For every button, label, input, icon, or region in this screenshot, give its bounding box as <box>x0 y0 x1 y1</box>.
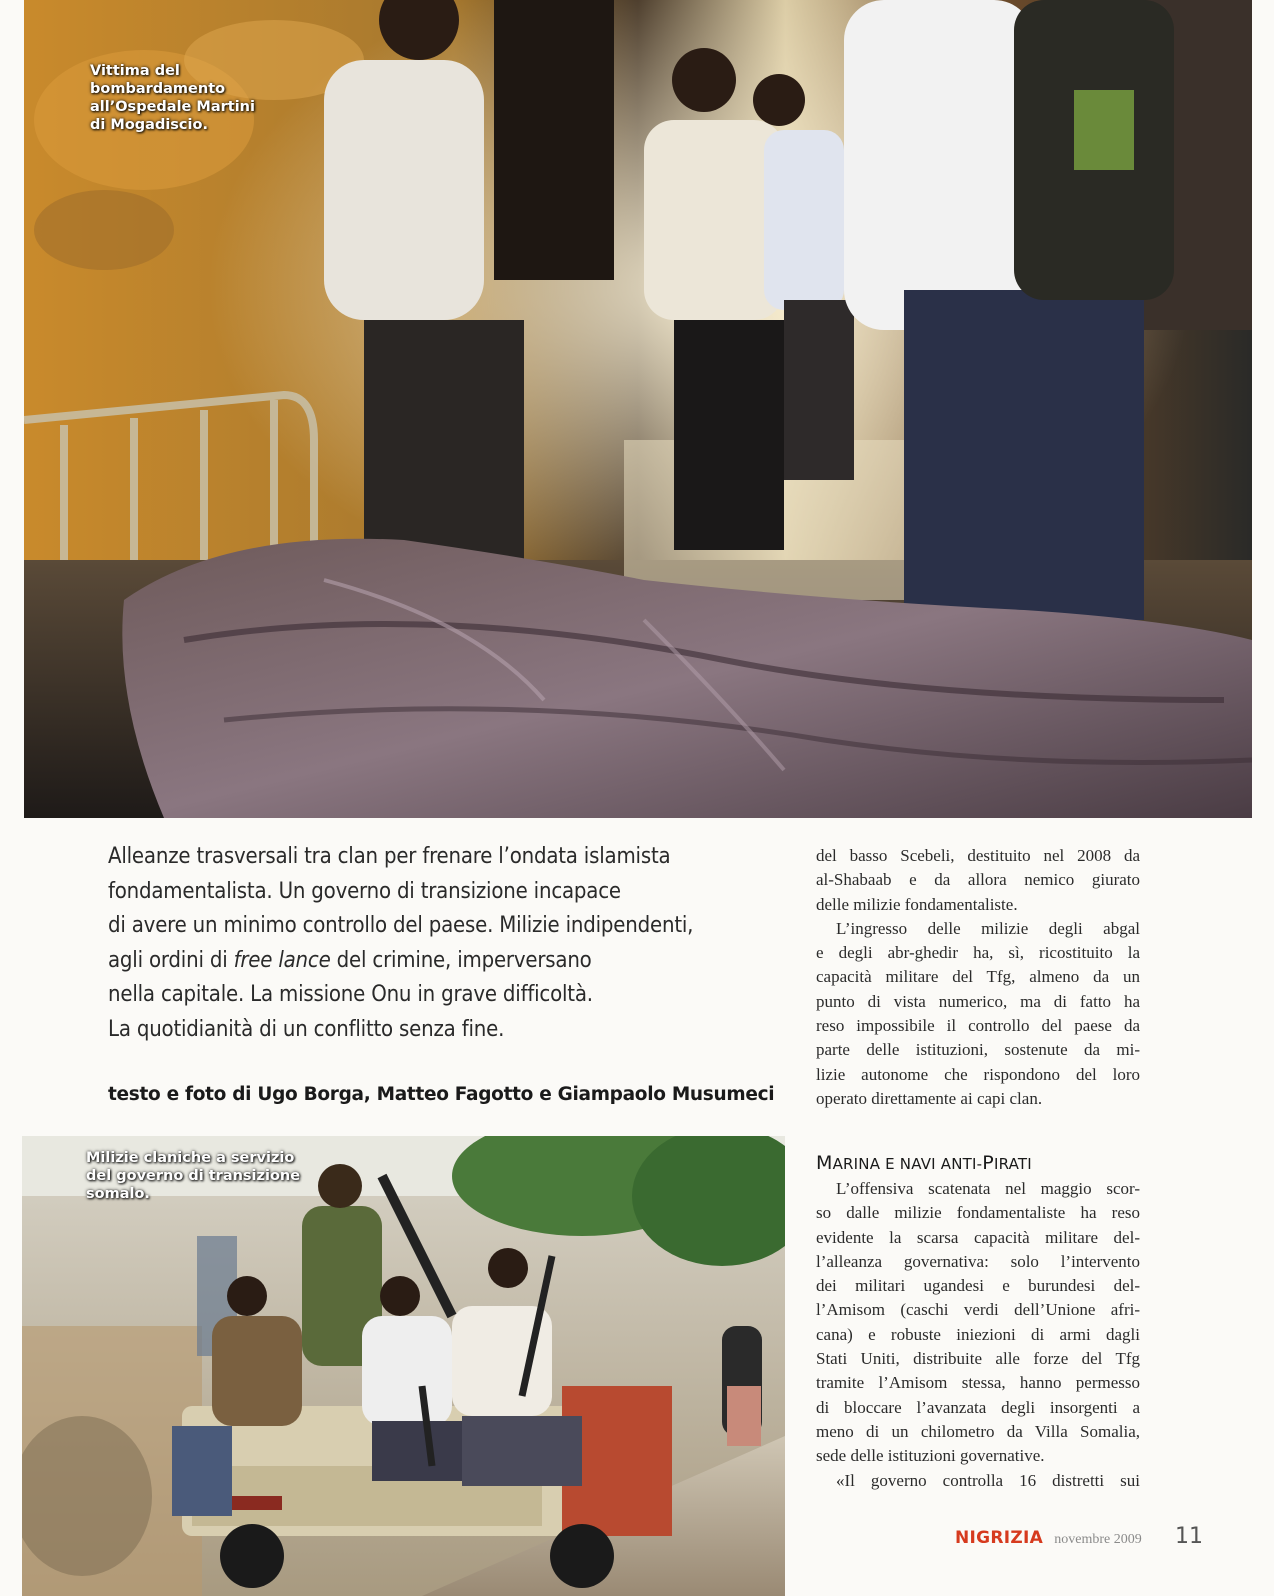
body-line: evidente la scarsa capacità militare del- <box>816 1227 1140 1247</box>
intro-line: fondamentalista. Un governo di transizione incapace <box>108 878 621 904</box>
militia-photo-image <box>22 1136 785 1596</box>
body-line: parte delle istituzioni, sostenute da mi- <box>816 1040 1140 1060</box>
body-line: tramite l’Amisom stessa, hanno permesso <box>816 1373 1140 1393</box>
body-line: capacità militare del Tfg, almeno da un <box>816 967 1140 987</box>
caption-line: all’Ospedale Martini <box>90 99 255 115</box>
body-line: al-Shabaab e da allora nemico giurato <box>816 870 1140 890</box>
page-footer <box>955 1524 1215 1558</box>
body-line: sede delle istituzioni governative. <box>816 1446 1045 1466</box>
body-line: L’ingresso delle milizie degli abgal <box>836 918 1140 938</box>
caption-line: Vittima del bombardamento <box>90 63 226 97</box>
heading-smallcaps: IRATI <box>993 1155 1032 1173</box>
section-heading <box>816 1152 1146 1174</box>
article-column-bottom <box>816 1177 1140 1493</box>
intro-line-end: del crimine, imperversano <box>330 947 592 973</box>
body-line: operato direttamente ai capi clan. <box>816 1088 1043 1108</box>
body-line: «Il governo controlla 16 distretti sui <box>836 1470 1140 1490</box>
body-line: lizie autonome che rispondono del loro <box>816 1064 1140 1084</box>
heading-initial: M <box>816 1152 833 1174</box>
body-line: meno di un chilometro da Villa Somalia, <box>816 1421 1140 1441</box>
body-line: l’Amisom (caschi verdi dell’Unione afri- <box>816 1300 1140 1320</box>
article-intro <box>108 840 788 1047</box>
caption-line: Milizie claniche a servizio <box>86 1150 295 1166</box>
heading-smallcaps: ARINA E NAVI ANTI <box>832 1155 977 1173</box>
heading-initial: P <box>982 1152 994 1174</box>
caption-line: di Mogadiscio. <box>90 117 208 133</box>
intro-line: La quotidianità di un conflitto senza fine. <box>108 1016 505 1042</box>
issue-date: novembre 2009 <box>1054 1532 1142 1547</box>
body-line: dei militari ugandesi e burundesi del- <box>816 1276 1140 1296</box>
body-line: cana) e robuste iniezioni di armi dagli <box>816 1324 1140 1344</box>
intro-line: nella capitale. La missione Onu in grave difficoltà. <box>108 982 593 1007</box>
intro-line-start: agli ordini di <box>108 947 234 973</box>
body-line: punto di vista numerico, ma di fatto ha <box>816 991 1140 1011</box>
author-credits: testo e foto di Ugo Borga, Matteo Fagotto e Giampaolo Musumeci <box>108 1084 775 1105</box>
body-line: delle milizie fondamentaliste. <box>816 894 1018 914</box>
intro-line: Alleanze trasversali tra clan per frenare l’ondata islamista <box>108 844 671 869</box>
intro-line <box>108 944 788 979</box>
body-line: reso impossibile il controllo del paese da <box>816 1016 1140 1036</box>
article-column-top <box>816 844 1140 1111</box>
body-line: l’alleanza governativa: solo l’intervento <box>816 1251 1140 1271</box>
magazine-name: NIGRIZIA <box>955 1528 1044 1548</box>
body-line: L’offensiva scatenata nel maggio scor- <box>836 1179 1140 1198</box>
intro-italic-term: free lance <box>233 947 331 973</box>
body-line: so dalle milizie fondamentaliste ha reso <box>816 1203 1140 1223</box>
intro-line: di avere un minimo controllo del paese. Milizie indipendenti, <box>108 913 694 938</box>
bottom-photo-caption <box>86 1149 311 1203</box>
heading-dash: - <box>976 1155 983 1173</box>
body-line: di bloccare l’avanzata degli insorgenti a <box>816 1397 1140 1417</box>
caption-line: somalo. <box>86 1186 150 1202</box>
top-photo-caption <box>90 62 320 134</box>
body-line: e degli abr-ghedir ha, sì, ricostituito la <box>816 943 1140 963</box>
page-number: 11 <box>1175 1524 1203 1549</box>
militia-photo <box>22 1136 785 1596</box>
caption-line: del governo di transizione <box>86 1168 301 1184</box>
body-line: del basso Scebeli, destituito nel 2008 da <box>816 846 1140 865</box>
body-line: Stati Uniti, distribuite alle forze del Tfg <box>816 1349 1140 1369</box>
